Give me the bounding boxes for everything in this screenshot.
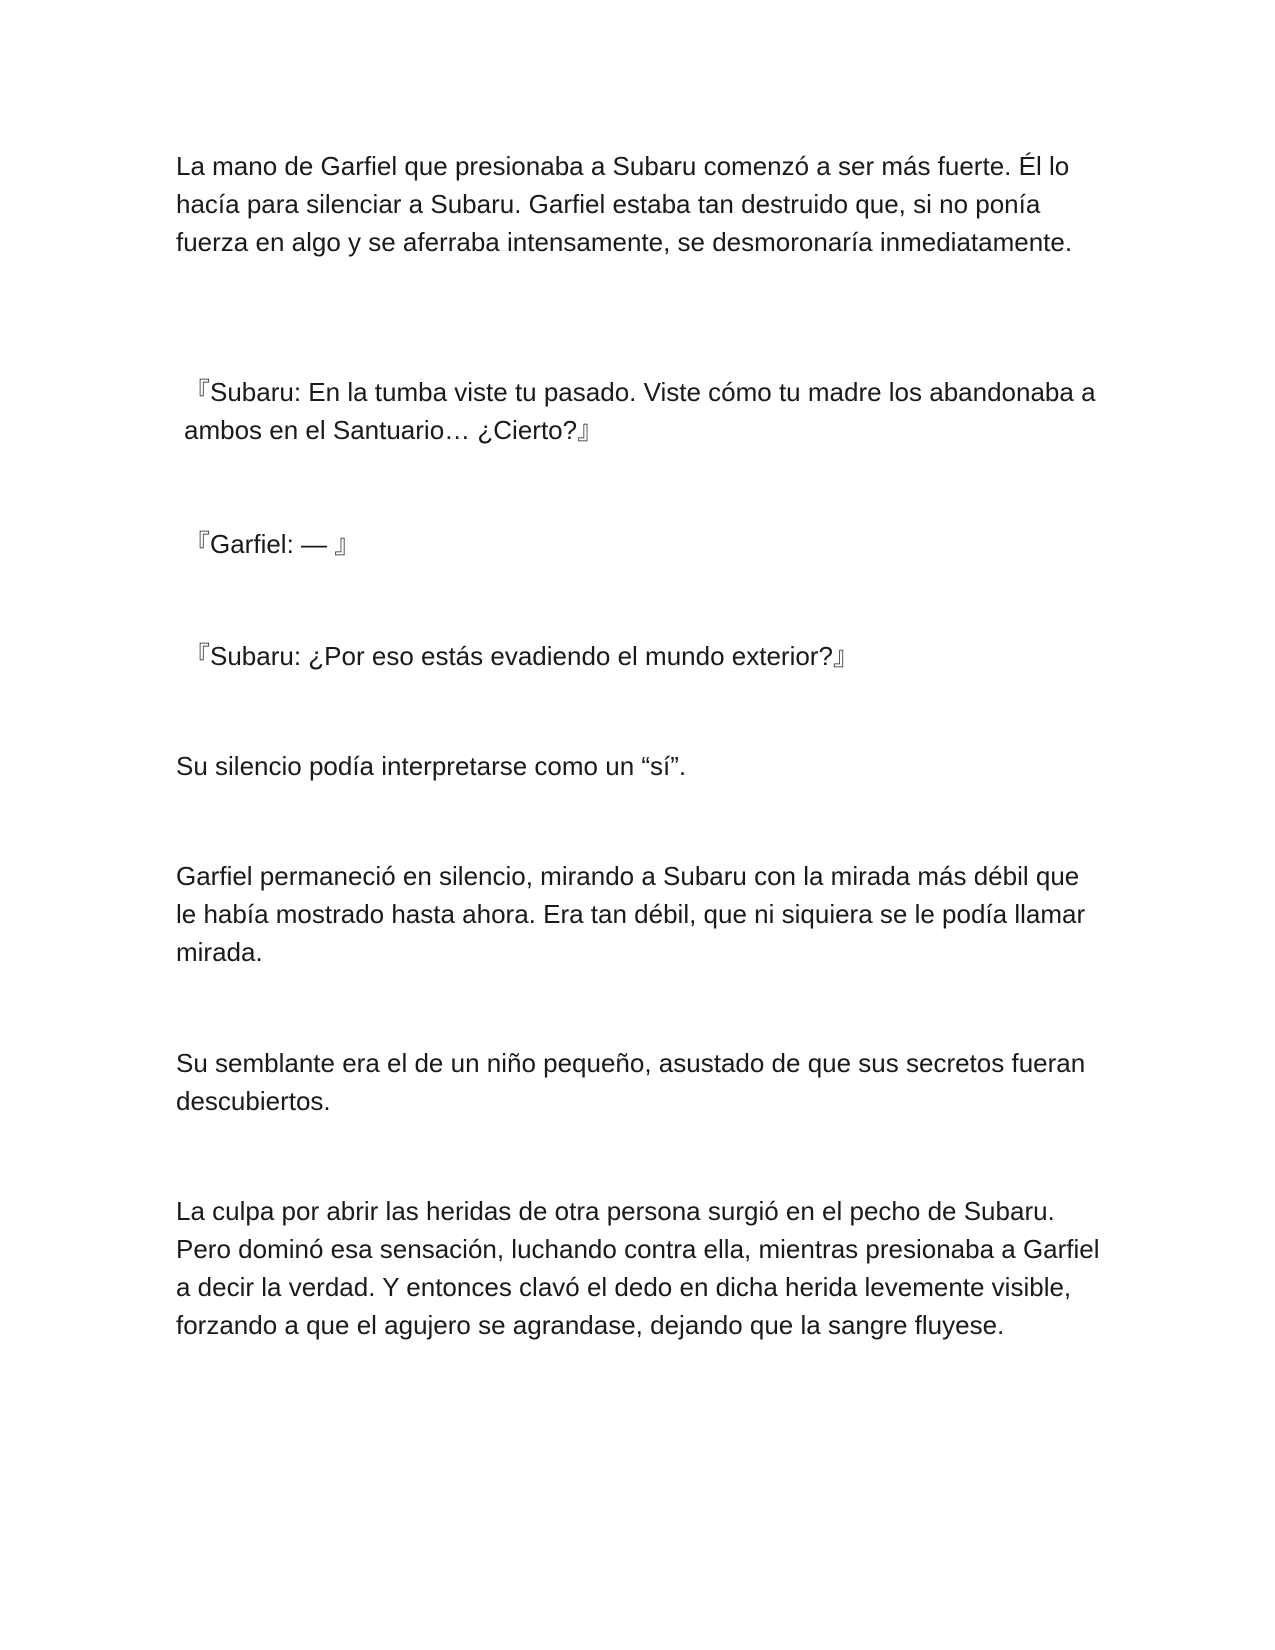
paragraph-dialog-subaru-2: 『Subaru: ¿Por eso estás evadiendo el mundo exterior?』 xyxy=(184,641,859,671)
paragraph-narration-2: Su silencio podía interpretarse como un “sí”. xyxy=(176,751,687,781)
paragraph-dialog-garfiel: 『Garfiel: — 』 xyxy=(184,529,361,559)
paragraph-narration-4: Su semblante era el de un niño pequeño, asustado de que sus secretos fueran descubiertos. xyxy=(176,1048,1086,1116)
paragraph-narration-3: Garfiel permaneció en silencio, mirando a Subaru con la mirada más débil que le había mostrado hasta ahora. Era tan débil, que ni siquiera se le podía llamar mirada. xyxy=(176,861,1086,967)
paragraph-narration-1: La mano de Garfiel que presionaba a Subaru comenzó a ser más fuerte. Él lo hacía para silenciar a Subaru. Garfiel estaba tan destruido que, si no ponía fuerza en algo y se aferraba intensamente, se desmoronaría inmediatamente. xyxy=(176,151,1073,257)
paragraph-narration-5: La culpa por abrir las heridas de otra persona surgió en el pecho de Subaru. Pero dominó esa sensación, luchando contra ella, mientras presionaba a Garfiel a decir la verdad. Y entonces clavó el dedo en dicha herida levemente visible, forzando a que el agujero se agrandase, dejando que la sangre fluyese. xyxy=(176,1196,1100,1340)
paragraph-dialog-subaru-1: 『Subaru: En la tumba viste tu pasado. Viste cómo tu madre los abandonaba a ambos en el Santuario… ¿Cierto?』 xyxy=(184,377,1096,445)
